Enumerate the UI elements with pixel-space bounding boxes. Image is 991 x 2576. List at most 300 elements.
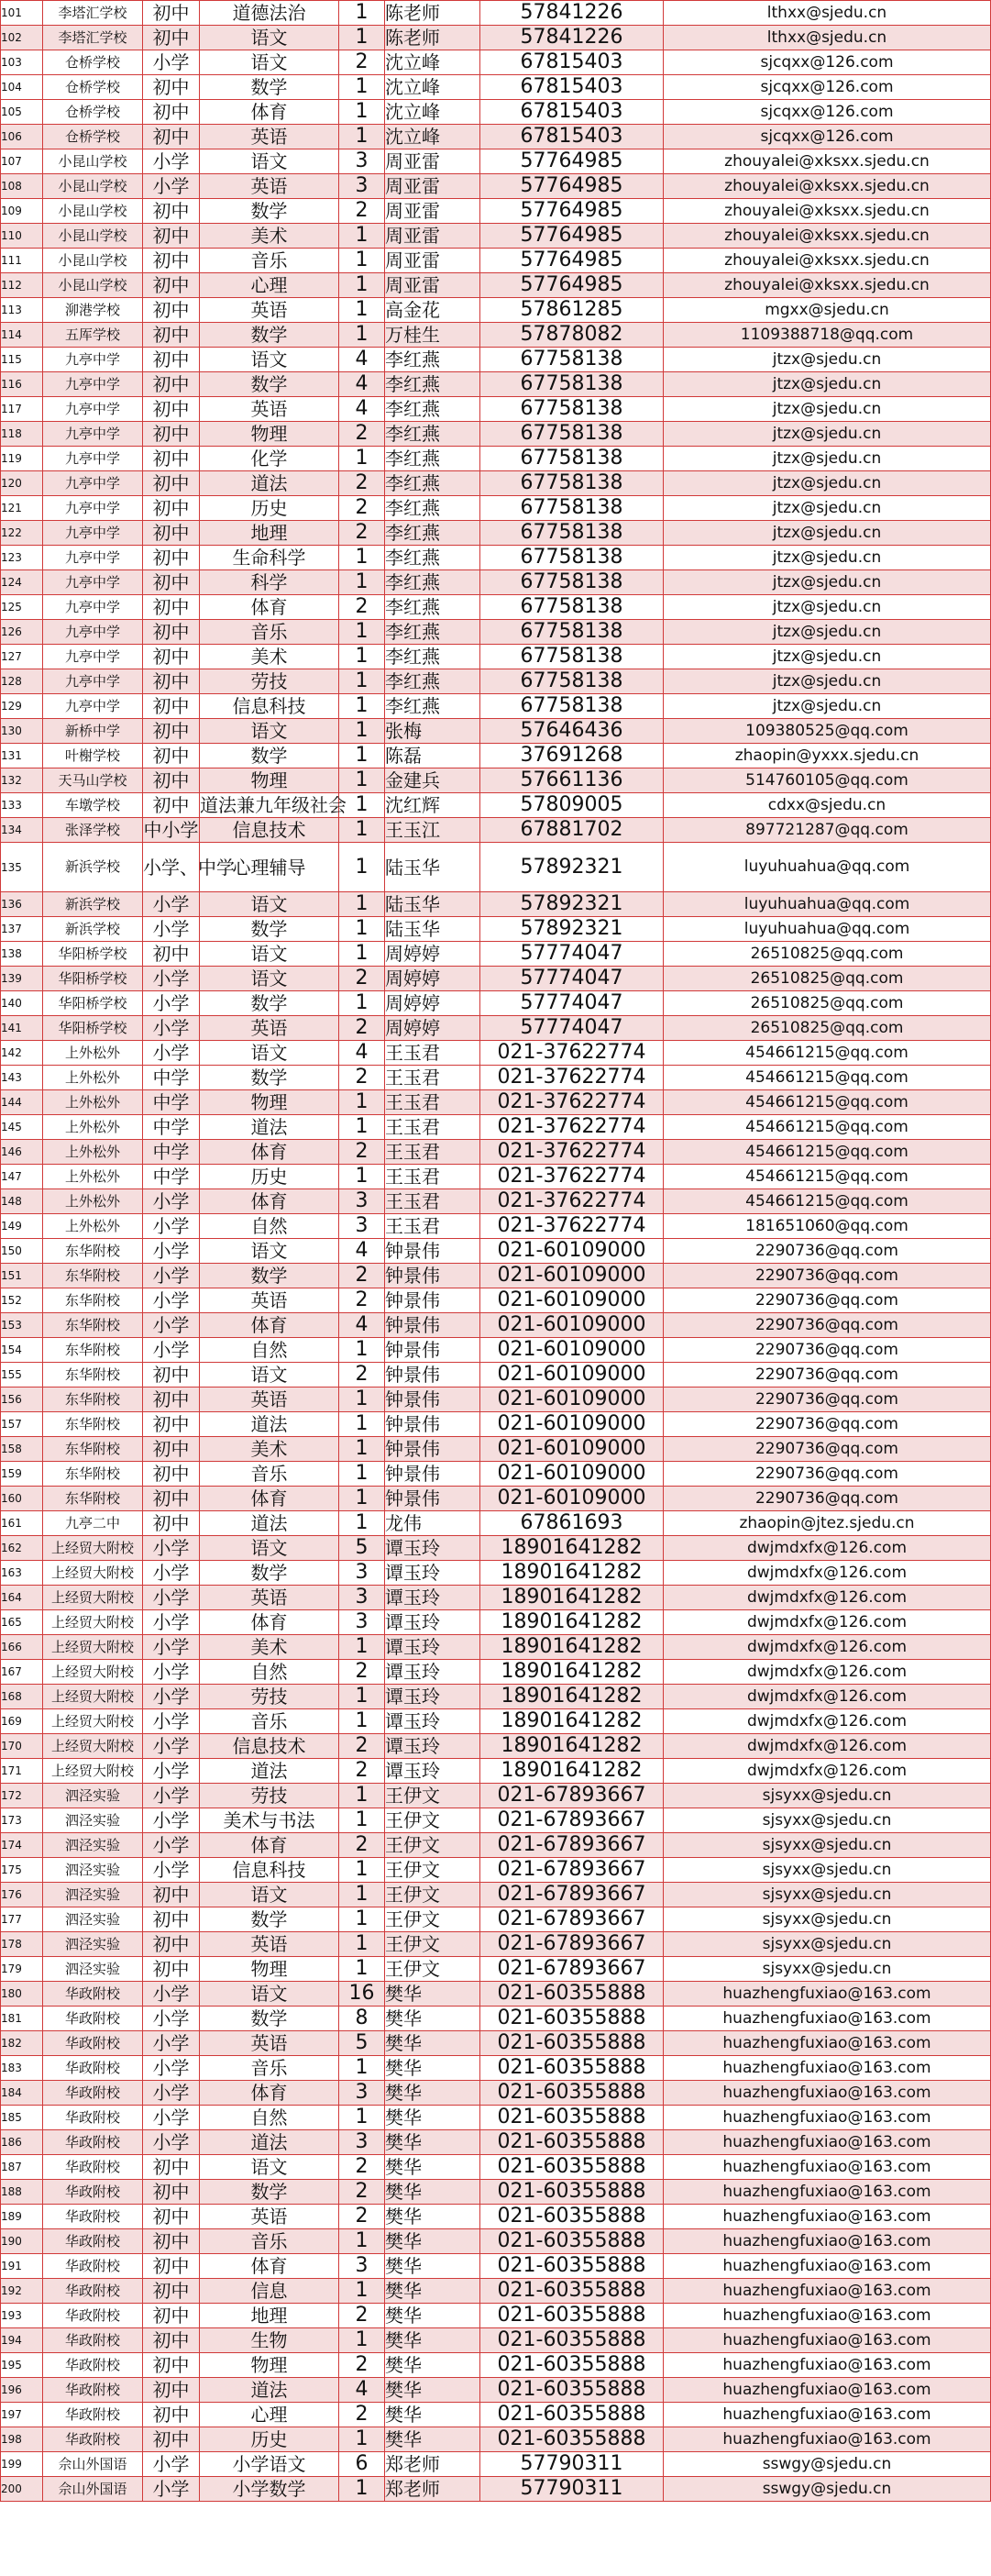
contact-phone: 57774047 xyxy=(480,967,664,991)
school-level: 初中 xyxy=(143,1412,200,1437)
school-name: 华政附校 xyxy=(43,1982,143,2007)
position-count: 3 xyxy=(339,174,385,199)
school-name: 华政附校 xyxy=(43,2130,143,2155)
position-count: 1 xyxy=(339,1487,385,1511)
table-row xyxy=(1,1487,991,1511)
school-level: 小学 xyxy=(143,1214,200,1239)
subject: 音乐 xyxy=(200,2229,339,2254)
row-number: 106 xyxy=(1,125,43,149)
contact-person: 王玉江 xyxy=(385,818,480,843)
contact-person: 谭玉玲 xyxy=(385,1536,480,1561)
contact-phone: 021-67893667 xyxy=(480,1784,664,1808)
subject: 体育 xyxy=(200,100,339,125)
table-row xyxy=(1,249,991,273)
contact-person: 谭玉玲 xyxy=(385,1586,480,1610)
school-level: 中学 xyxy=(143,1090,200,1115)
school-name: 上经贸大附校 xyxy=(43,1536,143,1561)
subject: 道法 xyxy=(200,1412,339,1437)
row-number: 197 xyxy=(1,2403,43,2427)
row-number: 135 xyxy=(1,843,43,892)
table-row xyxy=(1,1140,991,1165)
school-level: 小学 xyxy=(143,1041,200,1066)
row-number: 118 xyxy=(1,422,43,447)
school-name: 华阳桥学校 xyxy=(43,967,143,991)
position-count: 1 xyxy=(339,1808,385,1833)
subject: 英语 xyxy=(200,125,339,149)
contact-person: 钟景伟 xyxy=(385,1313,480,1338)
contact-phone: 67881702 xyxy=(480,818,664,843)
school-name: 仓桥学校 xyxy=(43,50,143,75)
subject: 生物 xyxy=(200,2328,339,2353)
contact-phone: 021-60109000 xyxy=(480,1313,664,1338)
school-name: 东华附校 xyxy=(43,1313,143,1338)
school-level: 初中 xyxy=(143,2155,200,2180)
school-name: 九亭中学 xyxy=(43,471,143,496)
subject: 道法 xyxy=(200,1511,339,1536)
school-level: 初中 xyxy=(143,2254,200,2279)
contact-email: 2290736@qq.com xyxy=(664,1363,991,1388)
subject: 劳技 xyxy=(200,1784,339,1808)
subject: 音乐 xyxy=(200,1462,339,1487)
table-row xyxy=(1,2081,991,2106)
position-count: 1 xyxy=(339,669,385,694)
school-name: 华阳桥学校 xyxy=(43,991,143,1016)
contact-person: 李红燕 xyxy=(385,570,480,595)
table-row xyxy=(1,100,991,125)
contact-person: 李红燕 xyxy=(385,496,480,521)
contact-phone: 18901641282 xyxy=(480,1685,664,1709)
contact-email: zhouyalei@xksxx.sjedu.cn xyxy=(664,199,991,224)
contact-person: 张梅 xyxy=(385,719,480,744)
subject: 英语 xyxy=(200,2205,339,2229)
row-number: 164 xyxy=(1,1586,43,1610)
contact-email: sjcqxx@126.com xyxy=(664,125,991,149)
position-count: 1 xyxy=(339,2229,385,2254)
row-number: 190 xyxy=(1,2229,43,2254)
subject: 语文 xyxy=(200,1041,339,1066)
subject: 自然 xyxy=(200,1338,339,1363)
contact-person: 王玉君 xyxy=(385,1189,480,1214)
table-row xyxy=(1,917,991,942)
school-level: 小学 xyxy=(143,1189,200,1214)
contact-phone: 021-67893667 xyxy=(480,1833,664,1858)
school-level: 初中 xyxy=(143,496,200,521)
table-row xyxy=(1,942,991,967)
contact-phone: 021-60355888 xyxy=(480,2304,664,2328)
position-count: 2 xyxy=(339,1734,385,1759)
row-number: 183 xyxy=(1,2056,43,2081)
contact-phone: 021-60355888 xyxy=(480,2081,664,2106)
table-row xyxy=(1,2130,991,2155)
table-row xyxy=(1,570,991,595)
position-count: 2 xyxy=(339,50,385,75)
school-name: 九亭二中 xyxy=(43,1511,143,1536)
contact-phone: 021-60355888 xyxy=(480,2007,664,2031)
contact-person: 王伊文 xyxy=(385,1858,480,1883)
contact-phone: 021-60355888 xyxy=(480,2328,664,2353)
contact-phone: 18901641282 xyxy=(480,1586,664,1610)
contact-phone: 021-60355888 xyxy=(480,1982,664,2007)
contact-person: 钟景伟 xyxy=(385,1239,480,1264)
contact-email: huazhengfuxiao@163.com xyxy=(664,2007,991,2031)
contact-phone: 021-37622774 xyxy=(480,1165,664,1189)
subject: 数学 xyxy=(200,2007,339,2031)
row-number: 180 xyxy=(1,1982,43,2007)
contact-email: luyuhuahua@qq.com xyxy=(664,917,991,942)
school-name: 泗泾实验 xyxy=(43,1784,143,1808)
school-level: 小学 xyxy=(143,892,200,917)
contact-email: huazhengfuxiao@163.com xyxy=(664,2254,991,2279)
contact-phone: 67861693 xyxy=(480,1511,664,1536)
position-count: 1 xyxy=(339,694,385,719)
contact-email: jtzx@sjedu.cn xyxy=(664,546,991,570)
table-row xyxy=(1,1214,991,1239)
subject: 心理 xyxy=(200,273,339,298)
position-count: 1 xyxy=(339,2477,385,2502)
school-level: 小学 xyxy=(143,1610,200,1635)
subject: 道法 xyxy=(200,2378,339,2403)
contact-person: 王伊文 xyxy=(385,1907,480,1932)
position-count: 3 xyxy=(339,1561,385,1586)
school-level: 初中 xyxy=(143,2403,200,2427)
contact-phone: 57892321 xyxy=(480,892,664,917)
position-count: 3 xyxy=(339,1610,385,1635)
subject: 数学 xyxy=(200,1066,339,1090)
school-name: 新浜学校 xyxy=(43,917,143,942)
contact-person: 陆玉华 xyxy=(385,892,480,917)
row-number: 119 xyxy=(1,447,43,471)
subject: 地理 xyxy=(200,2304,339,2328)
school-level: 初中 xyxy=(143,2378,200,2403)
position-count: 6 xyxy=(339,2452,385,2477)
position-count: 1 xyxy=(339,793,385,818)
contact-person: 李红燕 xyxy=(385,595,480,620)
school-level: 初中 xyxy=(143,75,200,100)
contact-phone: 021-37622774 xyxy=(480,1041,664,1066)
school-level: 初中 xyxy=(143,2328,200,2353)
contact-phone: 18901641282 xyxy=(480,1660,664,1685)
table-row xyxy=(1,298,991,323)
contact-phone: 021-37622774 xyxy=(480,1090,664,1115)
school-level: 初中 xyxy=(143,1957,200,1982)
table-row xyxy=(1,372,991,397)
contact-person: 陆玉华 xyxy=(385,843,480,892)
contact-phone: 18901641282 xyxy=(480,1734,664,1759)
school-level: 小学、中学 xyxy=(143,843,200,892)
contact-person: 钟景伟 xyxy=(385,1412,480,1437)
school-level: 小学 xyxy=(143,1264,200,1288)
contact-email: jtzx@sjedu.cn xyxy=(664,348,991,372)
position-count: 2 xyxy=(339,2403,385,2427)
subject: 信息科技 xyxy=(200,1858,339,1883)
contact-person: 周婷婷 xyxy=(385,942,480,967)
contact-email: 2290736@qq.com xyxy=(664,1338,991,1363)
contact-phone: 18901641282 xyxy=(480,1635,664,1660)
school-level: 小学 xyxy=(143,1338,200,1363)
contact-person: 沈红辉 xyxy=(385,793,480,818)
school-name: 泗泾实验 xyxy=(43,1957,143,1982)
row-number: 113 xyxy=(1,298,43,323)
row-number: 163 xyxy=(1,1561,43,1586)
table-row xyxy=(1,1511,991,1536)
row-number: 179 xyxy=(1,1957,43,1982)
contact-person: 李红燕 xyxy=(385,620,480,645)
contact-phone: 57764985 xyxy=(480,273,664,298)
school-level: 小学 xyxy=(143,1660,200,1685)
contact-person: 谭玉玲 xyxy=(385,1709,480,1734)
contact-person: 陆玉华 xyxy=(385,917,480,942)
contact-email: zhouyalei@xksxx.sjedu.cn xyxy=(664,224,991,249)
contact-email: zhaopin@jtez.sjedu.cn xyxy=(664,1511,991,1536)
subject: 体育 xyxy=(200,1140,339,1165)
contact-phone: 021-60355888 xyxy=(480,2378,664,2403)
contact-email: jtzx@sjedu.cn xyxy=(664,694,991,719)
subject: 心理 xyxy=(200,2403,339,2427)
contact-phone: 021-60355888 xyxy=(480,2254,664,2279)
school-level: 小学 xyxy=(143,1685,200,1709)
contact-person: 樊华 xyxy=(385,2304,480,2328)
contact-email: sjsyxx@sjedu.cn xyxy=(664,1883,991,1907)
table-row xyxy=(1,1709,991,1734)
school-level: 初中 xyxy=(143,2180,200,2205)
school-level: 初中 xyxy=(143,100,200,125)
school-name: 泗泾实验 xyxy=(43,1858,143,1883)
subject: 英语 xyxy=(200,1016,339,1041)
contact-email: sjcqxx@126.com xyxy=(664,50,991,75)
table-row xyxy=(1,1338,991,1363)
row-number: 132 xyxy=(1,768,43,793)
contact-phone: 021-60355888 xyxy=(480,2279,664,2304)
table-row xyxy=(1,1883,991,1907)
contact-person: 周婷婷 xyxy=(385,991,480,1016)
contact-email: huazhengfuxiao@163.com xyxy=(664,2229,991,2254)
position-count: 1 xyxy=(339,224,385,249)
contact-person: 李红燕 xyxy=(385,422,480,447)
school-name: 上外松外 xyxy=(43,1165,143,1189)
school-level: 中小学 xyxy=(143,819,199,841)
row-number: 159 xyxy=(1,1462,43,1487)
table-row xyxy=(1,1610,991,1635)
contact-email: dwjmdxfx@126.com xyxy=(664,1759,991,1784)
table-row xyxy=(1,1388,991,1412)
table-row xyxy=(1,2378,991,2403)
contact-person: 王伊文 xyxy=(385,1833,480,1858)
school-name: 新桥中学 xyxy=(43,719,143,744)
position-count: 8 xyxy=(339,2007,385,2031)
contact-email: sjsyxx@sjedu.cn xyxy=(664,1833,991,1858)
school-name: 小昆山学校 xyxy=(43,273,143,298)
school-name: 九亭中学 xyxy=(43,521,143,546)
subject: 体育 xyxy=(200,1487,339,1511)
subject: 体育 xyxy=(200,595,339,620)
contact-phone: 021-67893667 xyxy=(480,1907,664,1932)
contact-phone: 67758138 xyxy=(480,620,664,645)
row-number: 187 xyxy=(1,2155,43,2180)
school-level: 初中 xyxy=(143,669,200,694)
row-number: 153 xyxy=(1,1313,43,1338)
position-count: 2 xyxy=(339,1066,385,1090)
contact-email: jtzx@sjedu.cn xyxy=(664,645,991,669)
school-name: 东华附校 xyxy=(43,1338,143,1363)
contact-person: 沈立峰 xyxy=(385,100,480,125)
school-level: 小学 xyxy=(143,2130,200,2155)
subject: 道法兼九年级社会 xyxy=(200,794,347,816)
school-level: 中学 xyxy=(143,1115,200,1140)
position-count: 5 xyxy=(339,1536,385,1561)
school-name: 九亭中学 xyxy=(43,372,143,397)
school-name: 泗泾实验 xyxy=(43,1932,143,1957)
school-name: 华政附校 xyxy=(43,2155,143,2180)
contact-email: huazhengfuxiao@163.com xyxy=(664,2180,991,2205)
contact-person: 周亚雷 xyxy=(385,273,480,298)
contact-person: 谭玉玲 xyxy=(385,1610,480,1635)
contact-email: jtzx@sjedu.cn xyxy=(664,620,991,645)
contact-person: 王玉君 xyxy=(385,1214,480,1239)
contact-phone: 021-67893667 xyxy=(480,1883,664,1907)
contact-email: jtzx@sjedu.cn xyxy=(664,422,991,447)
school-level: 小学 xyxy=(143,2477,200,2502)
position-count: 3 xyxy=(339,1189,385,1214)
table-row xyxy=(1,669,991,694)
school-name: 上经贸大附校 xyxy=(43,1709,143,1734)
subject: 数学 xyxy=(200,2180,339,2205)
subject: 体育 xyxy=(200,1610,339,1635)
row-number: 128 xyxy=(1,669,43,694)
contact-email: cdxx@sjedu.cn xyxy=(664,793,991,818)
school-level: 初中 xyxy=(143,1363,200,1388)
school-level: 初中 xyxy=(143,768,200,793)
row-number: 111 xyxy=(1,249,43,273)
school-name: 华政附校 xyxy=(43,2106,143,2130)
contact-phone: 18901641282 xyxy=(480,1561,664,1586)
contact-phone: 021-60109000 xyxy=(480,1437,664,1462)
contact-phone: 67815403 xyxy=(480,75,664,100)
contact-phone: 57892321 xyxy=(480,917,664,942)
contact-phone: 37691268 xyxy=(480,744,664,768)
contact-phone: 021-60109000 xyxy=(480,1239,664,1264)
contact-email: sjcqxx@126.com xyxy=(664,100,991,125)
row-number: 191 xyxy=(1,2254,43,2279)
contact-phone: 57764985 xyxy=(480,199,664,224)
row-number: 145 xyxy=(1,1115,43,1140)
table-row xyxy=(1,397,991,422)
table-row xyxy=(1,1239,991,1264)
contact-email: dwjmdxfx@126.com xyxy=(664,1561,991,1586)
contact-email: huazhengfuxiao@163.com xyxy=(664,2106,991,2130)
contact-person: 钟景伟 xyxy=(385,1437,480,1462)
contact-email: dwjmdxfx@126.com xyxy=(664,1635,991,1660)
subject: 音乐 xyxy=(200,249,339,273)
contact-person: 樊华 xyxy=(385,2205,480,2229)
school-name: 九亭中学 xyxy=(43,348,143,372)
contact-email: jtzx@sjedu.cn xyxy=(664,669,991,694)
contact-email: 2290736@qq.com xyxy=(664,1313,991,1338)
contact-person: 高金花 xyxy=(385,298,480,323)
row-number: 170 xyxy=(1,1734,43,1759)
subject: 数学 xyxy=(200,1264,339,1288)
table-row xyxy=(1,1907,991,1932)
position-count: 1 xyxy=(339,570,385,595)
contact-phone: 021-67893667 xyxy=(480,1808,664,1833)
contact-phone: 57764985 xyxy=(480,174,664,199)
subject: 自然 xyxy=(200,1214,339,1239)
contact-person: 李红燕 xyxy=(385,372,480,397)
contact-person: 郑老师 xyxy=(385,2452,480,2477)
row-number: 133 xyxy=(1,793,43,818)
table-row xyxy=(1,2205,991,2229)
row-number: 125 xyxy=(1,595,43,620)
contact-phone: 67815403 xyxy=(480,125,664,149)
row-number: 181 xyxy=(1,2007,43,2031)
contact-person: 王伊文 xyxy=(385,1808,480,1833)
contact-person: 陈老师 xyxy=(385,26,480,50)
contact-phone: 18901641282 xyxy=(480,1709,664,1734)
position-count: 3 xyxy=(339,2254,385,2279)
contact-phone: 57774047 xyxy=(480,1016,664,1041)
position-count: 1 xyxy=(339,273,385,298)
position-count: 1 xyxy=(339,620,385,645)
subject: 音乐 xyxy=(200,620,339,645)
contact-person: 周婷婷 xyxy=(385,967,480,991)
school-level: 初中 xyxy=(143,422,200,447)
position-count: 1 xyxy=(339,1932,385,1957)
school-level: 初中 xyxy=(143,719,200,744)
contact-phone: 67815403 xyxy=(480,50,664,75)
school-name: 小昆山学校 xyxy=(43,174,143,199)
table-row xyxy=(1,75,991,100)
contact-person: 王玉君 xyxy=(385,1165,480,1189)
table-row xyxy=(1,447,991,471)
row-number: 169 xyxy=(1,1709,43,1734)
school-name: 车墩学校 xyxy=(43,793,143,818)
contact-person: 钟景伟 xyxy=(385,1388,480,1412)
contact-email: huazhengfuxiao@163.com xyxy=(664,1982,991,2007)
table-row xyxy=(1,2254,991,2279)
table-row xyxy=(1,2403,991,2427)
contact-email: lthxx@sjedu.cn xyxy=(664,26,991,50)
subject: 英语 xyxy=(200,298,339,323)
contact-person: 钟景伟 xyxy=(385,1363,480,1388)
position-count: 1 xyxy=(339,546,385,570)
row-number: 196 xyxy=(1,2378,43,2403)
row-number: 194 xyxy=(1,2328,43,2353)
contact-phone: 57764985 xyxy=(480,224,664,249)
row-number: 114 xyxy=(1,323,43,348)
school-name: 九亭中学 xyxy=(43,422,143,447)
school-level: 初中 xyxy=(143,521,200,546)
position-count: 4 xyxy=(339,348,385,372)
subject: 信息技术 xyxy=(200,1734,339,1759)
table-row xyxy=(1,1189,991,1214)
row-number: 184 xyxy=(1,2081,43,2106)
subject: 美术 xyxy=(200,224,339,249)
subject: 语文 xyxy=(200,1536,339,1561)
contact-phone: 57661136 xyxy=(480,768,664,793)
row-number: 200 xyxy=(1,2477,43,2502)
subject: 数学 xyxy=(200,323,339,348)
subject: 语文 xyxy=(200,348,339,372)
school-name: 九亭中学 xyxy=(43,447,143,471)
subject: 生命科学 xyxy=(200,546,339,570)
contact-email: huazhengfuxiao@163.com xyxy=(664,2378,991,2403)
contact-email: jtzx@sjedu.cn xyxy=(664,521,991,546)
position-count: 1 xyxy=(339,249,385,273)
position-count: 1 xyxy=(339,645,385,669)
school-level: 初中 xyxy=(143,595,200,620)
position-count: 1 xyxy=(339,942,385,967)
contact-email: 2290736@qq.com xyxy=(664,1288,991,1313)
position-count: 2 xyxy=(339,1264,385,1288)
